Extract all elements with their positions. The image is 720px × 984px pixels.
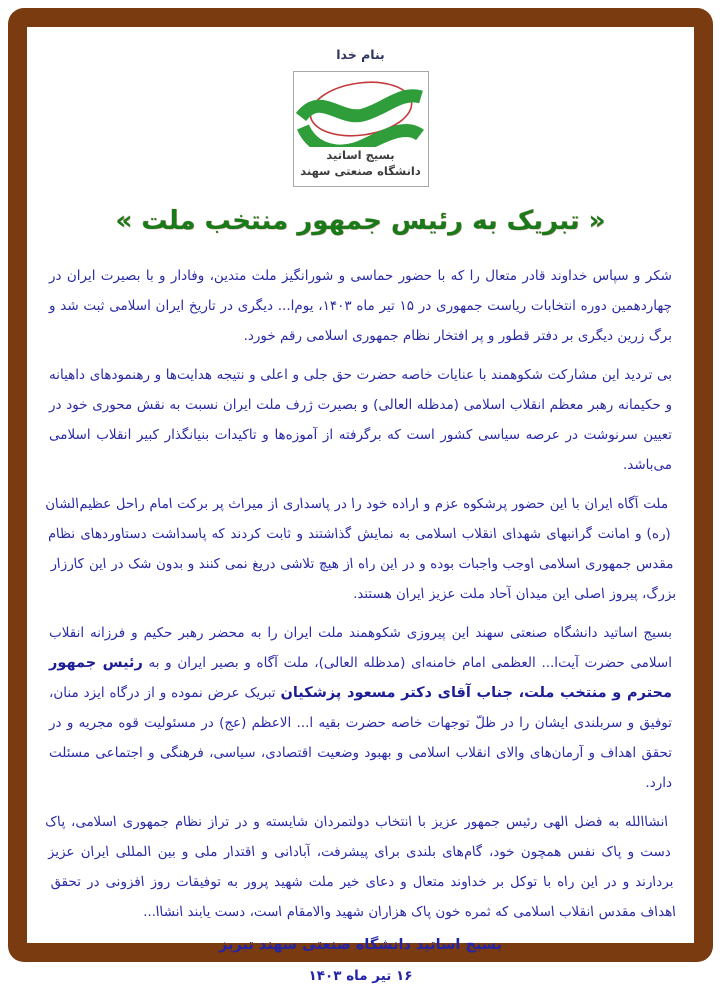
bismillah-text: بنام خدا — [336, 47, 385, 62]
signature-line: بسیج اساتید دانشگاه صنعتی سهند تبریز — [219, 937, 502, 953]
letter-content — [27, 27, 694, 984]
paragraph-5-text: انشاالله به فضل الهی رئیس جمهور عزیز با انتخاب دولتمردان شایسته و در تراز نظام جمهوری اسلامی، پاک دست و پاک نفس همچون خود، گام‌های بلندی برای پیشرفت، آبادانی و اقتدار ملی و بین المللی ایران عزیز بردارند و در این راه با توکل بر خداوند متعال و دعای خیر ملت شهید پرور به توفیقات روز افزونی در تحقق اهداف مقدس انقلاب اسلامی که ثمره خون پاک هزاران شهید والامقام است، دست یابند انشاا... — [44, 814, 677, 920]
paragraph-3 — [44, 489, 677, 609]
paragraph-1-text: شکر و سپاس خداوند قادر متعال را که با حضور حماسی و شورانگیز ملت متدین، وفادار و با بصیرت ایران در چهاردهمین دوره انتخابات ریاست جمهوری در ۱۵ تیر ماه ۱۴۰۳، یوم‌ا... دیگری در تاریخ ایران اسلامی ثبت شد و برگ زرین دیگری بر دفتر قطور و پر افتخار نظام جمهوری اسلامی رقم خورد. — [49, 268, 672, 344]
paragraph-4 — [49, 618, 672, 798]
paragraph-2 — [49, 360, 672, 480]
basij-university-logo — [293, 71, 429, 187]
decorative-border-frame — [8, 8, 713, 984]
paragraph-3-text: ملت آگاه ایران با این حضور پرشکوه عزم و اراده خود را در پاسداری از میراث پر برکت امام راحل عظیم‌الشان (ره) و امانت گرانبهای شهدای انقلاب اسلامی به نمایش گذاشتند و ثابت کردند که پاسداشت دستاوردهای نظام مقدس جمهوری اسلامی اوجب واجبات بوده و در این راه از هیچ تلاشی دریغ نمی کنند و بدون شک در این کارزار بزرگ، پیروز اصلی این میدان آحاد ملت عزیز ایران هستند. — [44, 496, 677, 602]
letter-title: « تبریک به رئیس جمهور منتخب ملت » — [115, 206, 606, 236]
paragraph-4-pre: بسیج اساتید دانشگاه صنعتی سهند این پیروزی شکوهمند ملت ایران را به محضر رهبر حکیم و فرزانه انقلاب اسلامی حضرت آیت‌ا... العظمی امام خامنه‌ای (مدظله العالی)، ملت آگاه و بصیر ایران و به — [49, 625, 672, 671]
logo-org-name: بسیج اساتید — [326, 148, 395, 162]
president-name-bold: رئیس جمهور محترم و منتخب ملت، جناب آقای دکتر مسعود پزشکیان — [49, 655, 672, 701]
logo-university-name: دانشگاه صنعتی سهند — [300, 164, 421, 178]
basij-logo-icon — [295, 75, 427, 147]
paragraph-4-post: تبریک عرض نموده و از درگاه ایزد منان، توفیق و سربلندی ایشان را در ظلّ توجهات خاصه حضرت بقیه ا... الاعظم (عج) در مسئولیت قوه مجریه و در تحقق اهداف و آرمان‌های والای انقلاب اسلامی و بهبود وضعیت اقتصادی، سیاسی، فرهنگی و اجتماعی مسئلت دارد. — [49, 685, 672, 791]
paragraph-5 — [44, 807, 677, 927]
paragraph-2-text: بی تردید این مشارکت شکوهمند با عنایات خاصه حضرت حق جلی و اعلی و نتیجه هدایت‌ها و رهنمودهای داهیانه و حکیمانه رهبر معظم انقلاب اسلامی (مدظله العالی) و بصیرت ژرف ملت ایران نسبت به نقش محوری خود در تعیین سرنوشت در عرصه سیاسی کشور است که برگرفته از آموزه‌ها و تاکیدات بنیانگذار کبیر انقلاب اسلامی می‌باشد. — [49, 367, 672, 473]
letter-date: ۱۶ تیر ماه ۱۴۰۳ — [308, 968, 413, 984]
paragraph-1 — [49, 261, 672, 351]
